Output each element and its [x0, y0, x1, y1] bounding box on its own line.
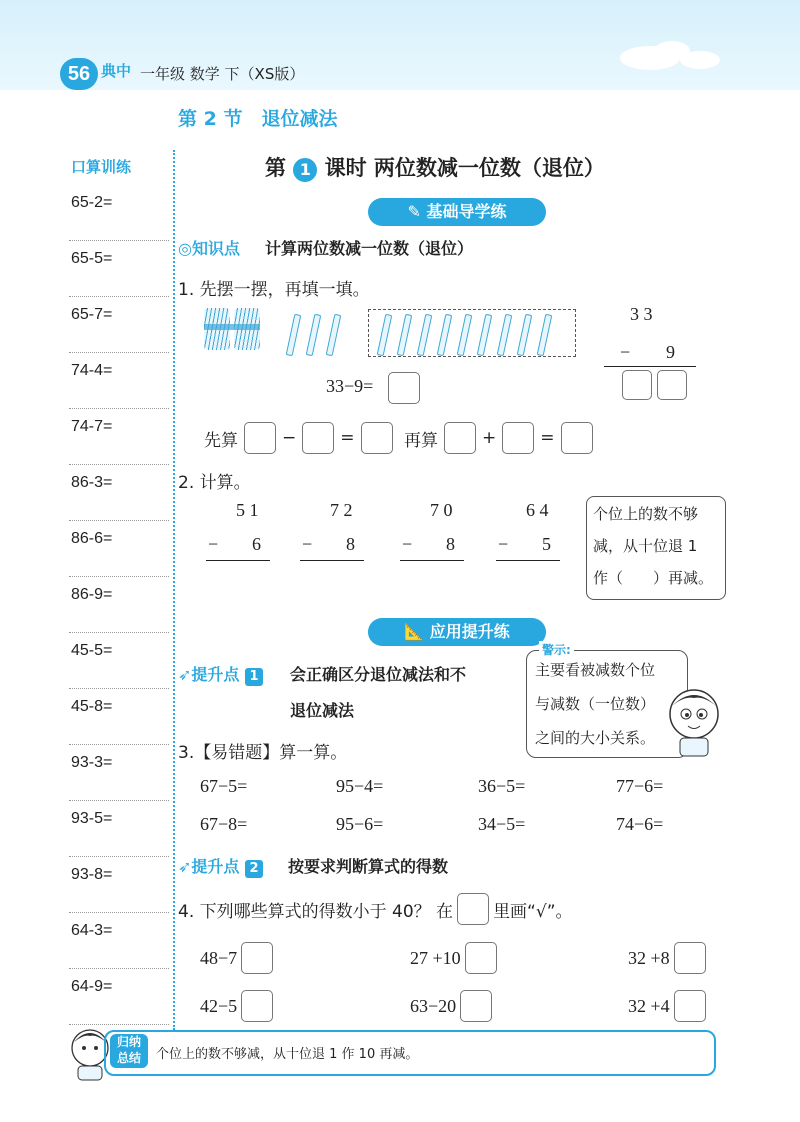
hint-note-box	[586, 496, 726, 600]
sample-box	[457, 893, 489, 925]
sidebar-problem: 74-4=	[71, 362, 113, 379]
stick-icon	[497, 314, 513, 357]
q2-line	[300, 560, 364, 561]
mental-math-sidebar	[65, 150, 175, 1030]
sidebar-row	[69, 912, 169, 969]
q2-top: 7 2	[330, 500, 353, 520]
q4-post: 里画“√”。	[493, 901, 573, 922]
q3-problem: 67−5=	[200, 776, 248, 796]
summary-text: 个位上的数不够减，从十位退 1 作 10 再减。	[156, 1047, 419, 1062]
first-step-row	[204, 422, 393, 454]
sidebar-problem: 64-3=	[71, 922, 113, 939]
sidebar-problem: 65-2=	[71, 194, 113, 211]
q2-op: −	[302, 534, 313, 554]
sidebar-row	[69, 240, 169, 297]
point1-number: 1	[245, 668, 263, 686]
q1-vert-op: −	[620, 342, 631, 362]
cloud-icon	[600, 36, 730, 76]
sidebar-row	[69, 744, 169, 801]
q2-item	[496, 498, 562, 568]
q4-item	[628, 942, 706, 974]
sidebar-problem: 93-3=	[71, 754, 113, 771]
q1-answer-boxes	[622, 370, 687, 400]
q4-item	[410, 942, 497, 974]
q3-problem: 34−5=	[478, 814, 526, 834]
q1-text: 1. 先摆一摆，再填一填。	[178, 280, 370, 300]
sidebar-title: 口算训练	[71, 158, 132, 176]
q2-bottom: 6	[252, 534, 261, 554]
point2-number: 2	[245, 860, 263, 878]
q1-equation: 33−9=	[326, 376, 374, 396]
answer-box[interactable]	[361, 422, 393, 454]
check-box[interactable]	[674, 942, 706, 974]
compass-icon: ✎	[407, 202, 427, 221]
q4-expression: 32 +4	[628, 995, 670, 1016]
basics-banner: ✎ 基础导学练	[368, 198, 546, 226]
point1-text: 会正确区分退位减法和不	[290, 665, 467, 684]
summary-label-bottom: 总结	[116, 1051, 141, 1065]
q2-text: 2. 计算。	[178, 473, 251, 493]
warning-line: 之间的大小关系。	[535, 729, 656, 747]
q4-item	[200, 990, 273, 1022]
knowledge-text: 计算两位数减一位数（退位）	[265, 239, 474, 258]
stick-icon	[397, 314, 413, 357]
target-icon: ◎	[178, 239, 192, 258]
q2-bottom: 8	[346, 534, 355, 554]
q4-expression: 48−7	[200, 947, 238, 968]
sidebar-problem: 45-5=	[71, 642, 113, 659]
sidebar-problem: 93-5=	[71, 810, 113, 827]
stick-icon	[517, 314, 533, 357]
q1-vert-line	[604, 366, 696, 367]
stick-icon	[377, 314, 393, 357]
warning-line: 与减数（一位数）	[535, 695, 656, 713]
lesson-rest: 课时 两位数减一位数（退位）	[324, 156, 605, 180]
then-step-row	[404, 422, 593, 454]
q2-bottom: 5	[542, 534, 551, 554]
point2-text: 按要求判断算式的得数	[288, 857, 449, 876]
three-sticks-icon	[290, 312, 360, 356]
sidebar-row	[69, 408, 169, 465]
q3-problem: 74−6=	[616, 814, 664, 834]
q4-expression: 27 +10	[410, 947, 461, 968]
stick-icon	[286, 314, 302, 357]
stick-icon	[306, 314, 322, 357]
q2-item	[206, 498, 272, 568]
sidebar-problem: 86-3=	[71, 474, 113, 491]
answer-box[interactable]	[244, 422, 276, 454]
q2-line	[206, 560, 270, 561]
answer-box[interactable]	[302, 422, 334, 454]
q3-problem: 95−4=	[336, 776, 384, 796]
sidebar-row	[69, 856, 169, 913]
q3-problem: 95−6=	[336, 814, 384, 834]
q4-item	[200, 942, 273, 974]
boy-mascot-icon	[664, 686, 726, 758]
q3-text: 3.【易错题】算一算。	[178, 743, 348, 763]
sidebar-problem: 65-5=	[71, 250, 113, 267]
book-title: 一年级 数学 下（XS版）	[140, 65, 305, 83]
sidebar-row	[69, 688, 169, 745]
section-title: 第 2 节 退位减法	[178, 108, 338, 130]
check-box[interactable]	[674, 990, 706, 1022]
sidebar-row	[69, 968, 169, 1025]
sidebar-problem: 74-7=	[71, 418, 113, 435]
check-box[interactable]	[460, 990, 492, 1022]
q3-problem: 77−6=	[616, 776, 664, 796]
sidebar-problem: 45-8=	[71, 698, 113, 715]
q2-top: 6 4	[526, 500, 549, 520]
point1-label: ➶提升点 1	[178, 662, 263, 686]
then-label: 再算	[404, 430, 438, 451]
q4-text	[178, 893, 573, 925]
stick-icon	[477, 314, 493, 357]
rocket-icon: ➶	[178, 665, 192, 684]
summary-box	[104, 1030, 716, 1076]
equals-sign: =	[340, 428, 355, 448]
plus-sign: +	[482, 428, 497, 448]
stick-icon	[537, 314, 553, 357]
sidebar-problem: 86-6=	[71, 530, 113, 547]
stick-icon	[417, 314, 433, 357]
stick-icon	[457, 314, 473, 357]
sidebar-row	[69, 352, 169, 409]
q2-op: −	[498, 534, 509, 554]
note-line: 个位上的数不够	[593, 505, 699, 523]
q2-op: −	[208, 534, 219, 554]
minus-sign: −	[282, 428, 297, 448]
q2-top: 5 1	[236, 500, 259, 520]
q2-item	[400, 498, 466, 568]
q4-item	[410, 990, 492, 1022]
q2-op: −	[402, 534, 413, 554]
stick-icon	[437, 314, 453, 357]
answer-box[interactable]	[561, 422, 593, 454]
sidebar-problem: 64-9=	[71, 978, 113, 995]
ruler-icon: 📐	[404, 622, 430, 641]
q4-item	[628, 990, 706, 1022]
check-box[interactable]	[465, 942, 497, 974]
check-box[interactable]	[241, 990, 273, 1022]
q2-line	[400, 560, 464, 561]
q4-pre: 4. 下列哪些算式的得数小于 40？ 在	[178, 901, 454, 922]
point2-label: ➶提升点 2	[178, 854, 263, 878]
lesson-title	[265, 152, 605, 182]
note-line: 作（ ）再减。	[593, 569, 714, 587]
sidebar-problem: 86-9=	[71, 586, 113, 603]
q2-item	[300, 498, 366, 568]
note-line: 减，从十位退 1	[593, 537, 698, 555]
equals-sign: =	[540, 428, 555, 448]
sidebar-row	[69, 520, 169, 577]
point1-text-cont: 退位减法	[290, 701, 355, 720]
warning-line: 主要看被减数个位	[535, 661, 656, 679]
sidebar-row	[69, 800, 169, 857]
answer-box[interactable]	[388, 372, 420, 404]
sidebar-row	[69, 632, 169, 689]
summary-label-top: 归纳	[116, 1035, 141, 1049]
check-box[interactable]	[241, 942, 273, 974]
warning-title: 警示:	[539, 641, 574, 658]
q4-expression: 32 +8	[628, 947, 670, 968]
brand-logo: 典中	[101, 62, 132, 80]
answer-box[interactable]	[622, 370, 652, 400]
sidebar-problem: 65-7=	[71, 306, 113, 323]
sidebar-row	[69, 464, 169, 521]
first-label: 先算	[204, 430, 238, 451]
stick-icon	[326, 314, 342, 357]
q2-bottom: 8	[446, 534, 455, 554]
q4-expression: 42−5	[200, 995, 238, 1016]
answer-box[interactable]	[657, 370, 687, 400]
lesson-number-badge: 1	[293, 158, 317, 182]
sticks-dashed-box	[368, 309, 576, 357]
sidebar-row	[69, 296, 169, 353]
q1-vert-top: 3 3	[630, 304, 653, 324]
q1-vert-bottom: 9	[666, 342, 675, 362]
q4-expression: 63−20	[410, 995, 457, 1016]
apply-banner: 📐 应用提升练	[368, 618, 546, 646]
q2-line	[496, 560, 560, 561]
lesson-prefix: 第	[265, 156, 286, 180]
sidebar-row	[69, 576, 169, 633]
answer-box[interactable]	[444, 422, 476, 454]
rocket-icon: ➶	[178, 857, 192, 876]
q3-problem: 36−5=	[478, 776, 526, 796]
answer-box[interactable]	[502, 422, 534, 454]
bundled-sticks-icon	[204, 308, 264, 354]
knowledge-label: ◎知识点	[178, 239, 240, 258]
sidebar-problem: 93-8=	[71, 866, 113, 883]
page-number: 56	[60, 58, 98, 90]
q2-top: 7 0	[430, 500, 453, 520]
sidebar-row	[69, 184, 169, 241]
q3-problem: 67−8=	[200, 814, 248, 834]
